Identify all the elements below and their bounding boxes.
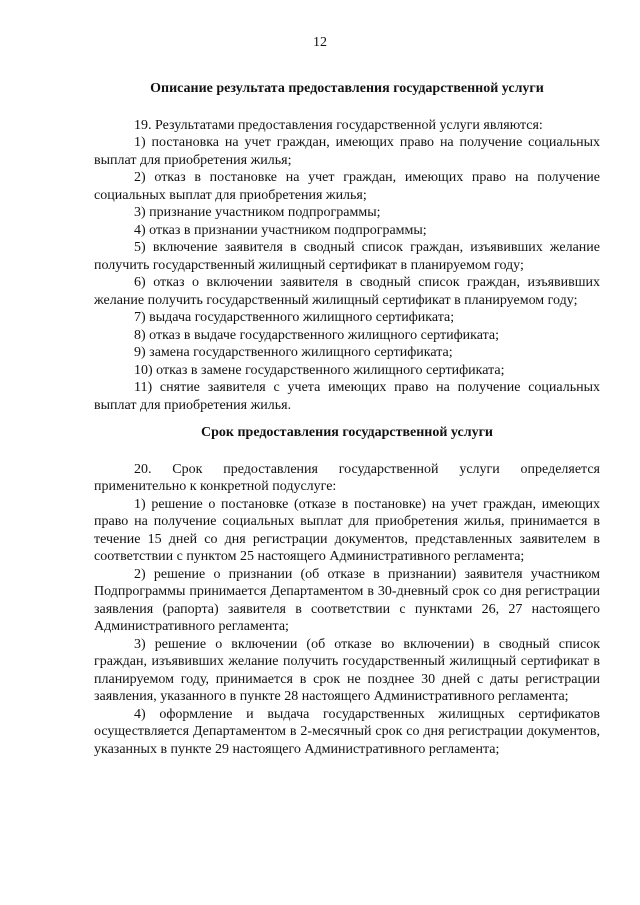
paragraph: 2) отказ в постановке на учет граждан, имеющих право на получение социальных выплат для приобретения жилья; — [94, 170, 600, 203]
paragraph: 9) замена государственного жилищного сертификата; — [134, 345, 453, 360]
paragraph: 8) отказ в выдаче государственного жилищного сертификата; — [134, 327, 499, 343]
paragraph: 6) отказ о включении заявителя в сводный список граждан, изъявивших желание получить государственный жилищный сертификат в планируемом году; — [94, 275, 600, 308]
paragraph: 5) включение заявителя в сводный список граждан, изъявивших желание получить государственный жилищный сертификат в планируемом году; — [94, 240, 600, 273]
paragraph: 2) решение о признании (об отказе в признании) заявителя участником Подпрограммы принимается Департаментом в 30-дневный срок со дня регистрации заявления (рапорта) заявителя в соответствии с пунктами 26, 27 настоящего Административного регламента; — [94, 566, 600, 634]
paragraph: 7) выдача государственного жилищного сертификата; — [134, 310, 455, 325]
section-result-list — [94, 117, 600, 415]
paragraph: 3) решение о включении (об отказе во включении) в сводный список граждан, изъявивших желание получить государственный жилищный сертификат в планируемом году, принимается в срок не позднее 30 дней с даты регистрации заявления, указанного в пункте 28 настоящего Административного регламента; — [94, 636, 600, 704]
paragraph: 19. Результатами предоставления государственной услуги являются: — [134, 117, 543, 133]
paragraph: 4) отказ в признании участником подпрограммы; — [134, 222, 427, 238]
section-term-list — [94, 461, 600, 759]
paragraph: 3) признание участником подпрограммы; — [134, 205, 381, 220]
paragraph: 1) постановка на учет граждан, имеющих право на получение социальных выплат для приобретения жилья; — [94, 135, 600, 168]
page-number: 12 — [313, 35, 327, 50]
section-heading-result: Описание результата предоставления государственной услуги — [150, 81, 544, 96]
paragraph: 20. Срок предоставления государственной услуги определяется применительно к конкретной подуслуге: — [94, 461, 600, 494]
paragraph: 11) снятие заявителя с учета имеющих право на получение социальных выплат для приобретения жилья. — [94, 380, 600, 413]
paragraph: 1) решение о постановке (отказе в постановке) на учет граждан, имеющих право на получение социальных выплат для приобретения жилья, принимается в течение 15 дней со дня регистрации документов, представленных заявителем в соответствии с пунктом 25 настоящего Административного регламента; — [94, 496, 600, 564]
paragraph: 10) отказ в замене государственного жилищного сертификата; — [134, 362, 505, 378]
section-heading-term: Срок предоставления государственной услуги — [201, 425, 493, 440]
paragraph: 4) оформление и выдача государственных жилищных сертификатов осуществляется Департаментом в 2-месячный срок со дня регистрации документов, указанных в пункте 29 настоящего Административного регламента; — [94, 706, 600, 757]
document-body — [94, 80, 600, 758]
